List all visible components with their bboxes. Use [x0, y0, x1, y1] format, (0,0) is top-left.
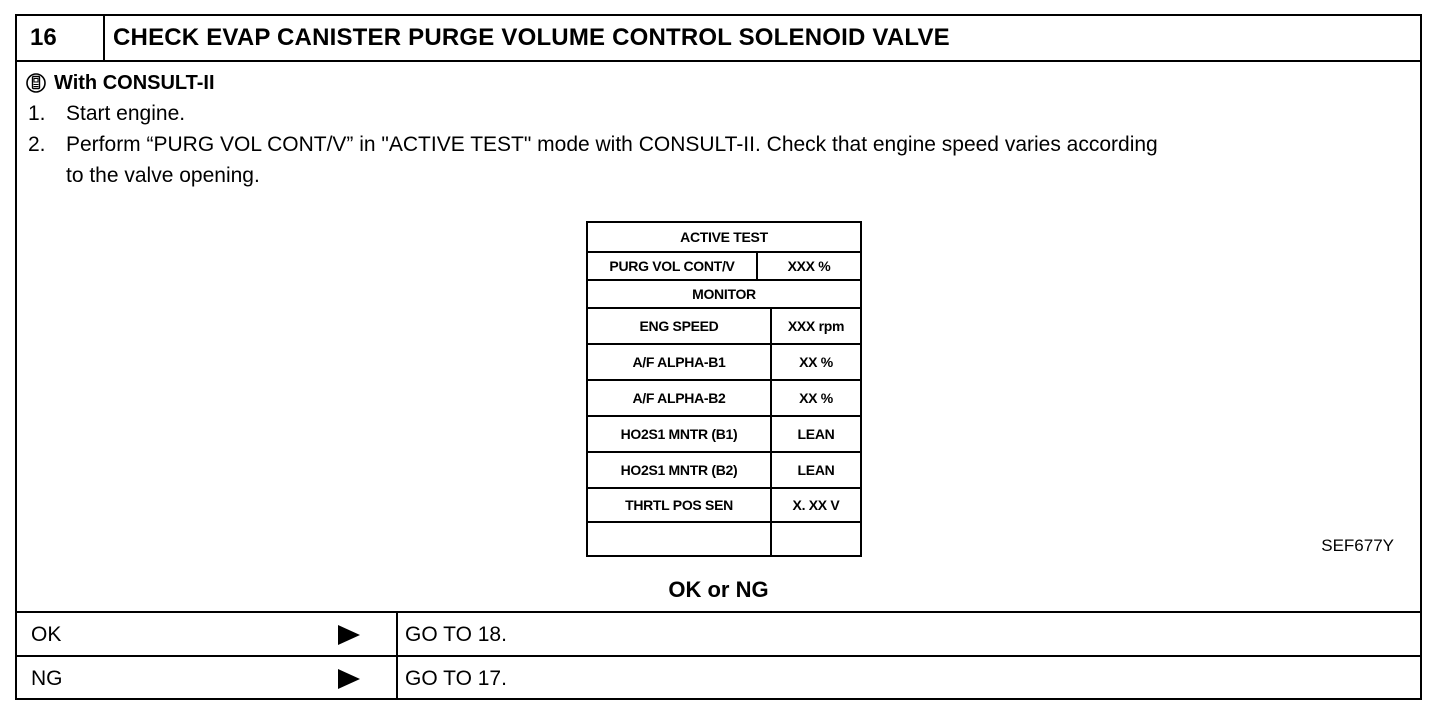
monitor-row	[588, 345, 860, 381]
monitor-label: A/F ALPHA-B1	[588, 345, 772, 379]
monitor-value: XX %	[799, 390, 833, 406]
monitor-label: A/F ALPHA-B2	[588, 381, 772, 415]
monitor-label	[588, 523, 772, 555]
monitor-title: MONITOR	[692, 286, 756, 302]
consult-heading	[26, 70, 215, 96]
step-1	[28, 98, 185, 129]
result-goto: GO TO 17.	[405, 667, 507, 690]
step-2-continued: to the valve opening.	[66, 164, 260, 187]
monitor-row	[588, 489, 860, 523]
active-test-title-row	[588, 223, 860, 253]
monitor-value: XX %	[799, 354, 833, 370]
arrow-right-icon	[338, 669, 360, 689]
monitor-row-empty	[588, 523, 860, 555]
step-body	[17, 62, 1420, 611]
step-1-text: Start engine.	[66, 102, 186, 125]
decision-title: OK or NG	[668, 577, 769, 602]
monitor-value	[772, 523, 860, 555]
step-2-text: Perform “PURG VOL CONT/V” in "ACTIVE TEST" mode with CONSULT-II. Check that engine speed varies according	[66, 133, 1158, 156]
monitor-label: HO2S1 MNTR (B1)	[588, 417, 772, 451]
step-1-number: 1.	[28, 102, 46, 125]
consult-tester-icon	[26, 72, 46, 94]
arrow-right-icon	[338, 625, 360, 645]
active-item-value: XXX %	[787, 258, 831, 274]
monitor-value: X. XX V	[792, 497, 840, 513]
monitor-value: LEAN	[797, 426, 835, 442]
result-row-ok	[17, 611, 1420, 656]
figure-id: SEF677Y	[1321, 536, 1394, 555]
step-title: CHECK EVAP CANISTER PURGE VOLUME CONTROL SOLENOID VALVE	[113, 24, 950, 51]
result-goto: GO TO 18.	[405, 623, 507, 646]
consult-label: With CONSULT-II	[54, 72, 215, 94]
result-label: NG	[31, 667, 63, 690]
column-divider	[396, 613, 398, 656]
monitor-value: LEAN	[797, 462, 835, 478]
monitor-title-row	[588, 281, 860, 309]
step-header	[17, 16, 1420, 62]
monitor-value: XXX rpm	[787, 318, 845, 334]
result-label: OK	[31, 623, 62, 646]
consult-screen	[586, 221, 862, 557]
monitor-row	[588, 453, 860, 489]
monitor-label: ENG SPEED	[588, 309, 772, 343]
monitor-label: THRTL POS SEN	[588, 489, 772, 521]
monitor-row	[588, 417, 860, 453]
monitor-row	[588, 381, 860, 417]
result-row-ng	[17, 655, 1420, 700]
column-divider	[396, 657, 398, 700]
active-test-title: ACTIVE TEST	[680, 229, 768, 245]
step-2	[28, 129, 1158, 160]
monitor-label: HO2S1 MNTR (B2)	[588, 453, 772, 487]
procedure-table	[15, 14, 1422, 700]
step-2-number: 2.	[28, 133, 46, 156]
step-number: 16	[17, 16, 105, 60]
active-item-label: PURG VOL CONT/V	[588, 253, 758, 279]
active-item-row	[588, 253, 860, 281]
monitor-row	[588, 309, 860, 345]
